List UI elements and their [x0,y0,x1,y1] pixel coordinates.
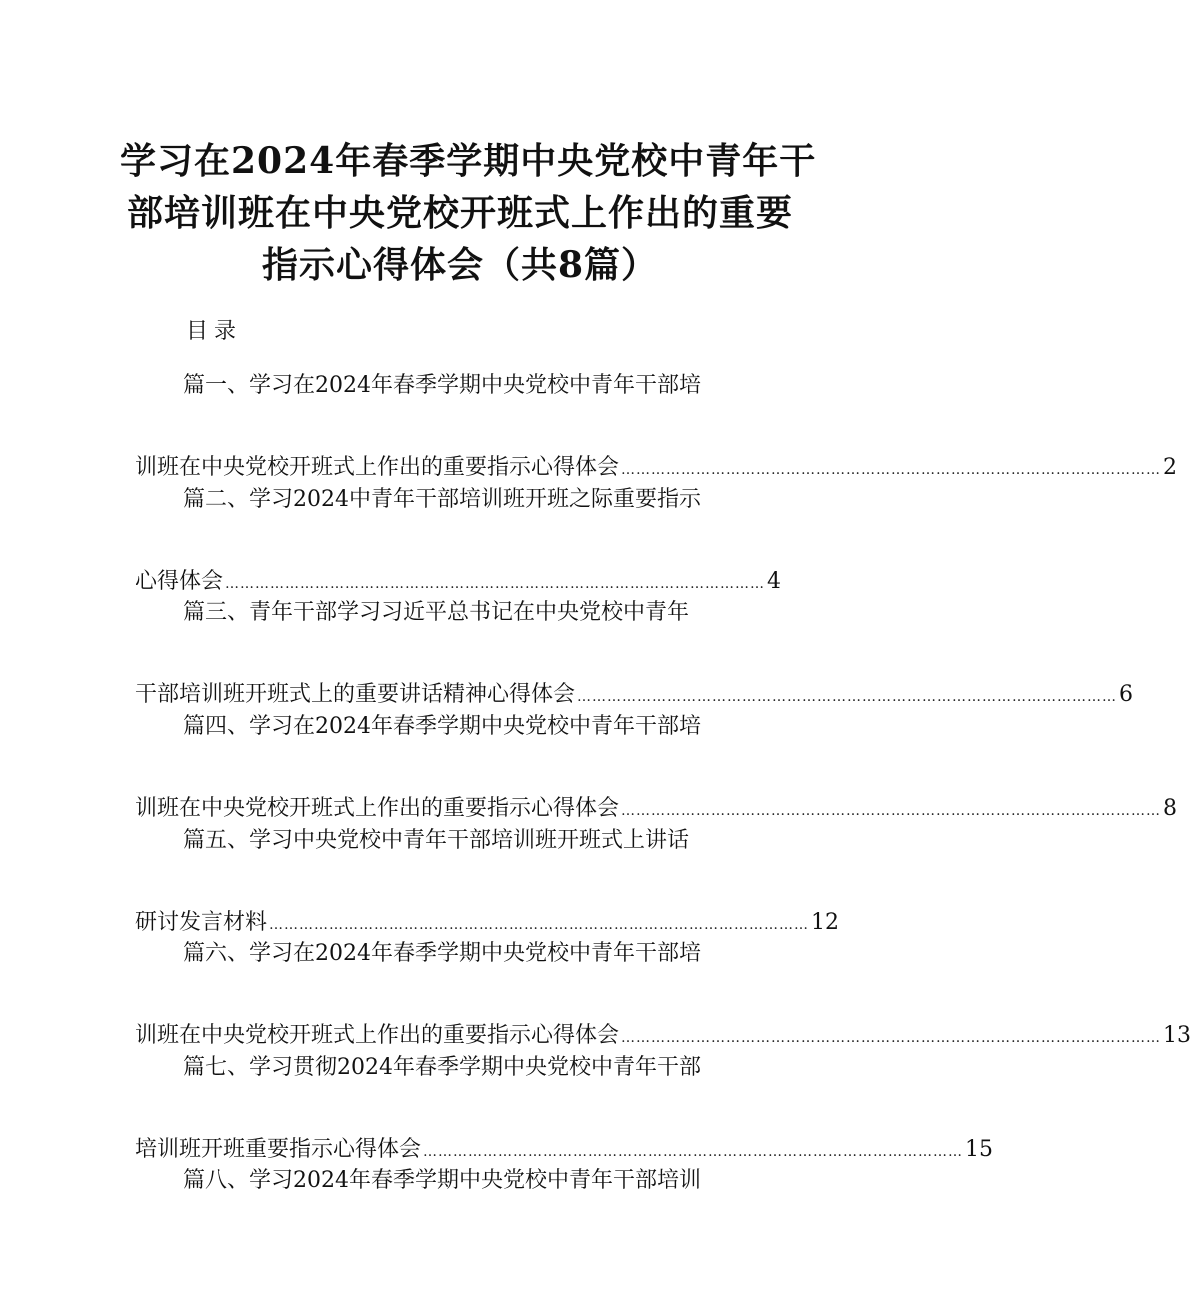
toc-entry-title: 篇三、青年干部学习习近平总书记在中央党校中青年 [183,600,690,625]
toc-entry-6[interactable] [135,938,1191,1052]
toc-leader-dots: ……………………………………………………………………………………………… [423,1144,964,1160]
toc-page-number: 6 [1119,682,1134,707]
toc-leader-dots: ……………………………………………………………………………………………… [621,1030,1162,1046]
toc-entry-title: 篇二、学习2024中青年干部培训班开班之际重要指示 [183,487,701,512]
toc-entry-title: 篇七、学习贯彻2024年春季学期中央党校中青年干部 [183,1055,701,1080]
title-line-1: 学习在2024年春季学期中央党校中青年干 [120,140,817,182]
toc-entry-title-cont: 心得体会 [135,569,224,594]
toc-leader-dots: ……………………………………………………………………………………………… [621,462,1162,478]
toc-leader-dots: ……………………………………………………………………………………………… [225,576,766,592]
toc-entry-1[interactable] [135,370,1178,484]
toc-page-number: 4 [767,569,782,594]
toc-entry-3[interactable] [135,597,1134,711]
toc-entry-title: 篇一、学习在2024年春季学期中央党校中青年干部培 [183,373,701,398]
toc-entry-2[interactable] [135,484,782,598]
toc-entry-title: 篇六、学习在2024年春季学期中央党校中青年干部培 [183,941,701,966]
document-title [120,135,817,291]
toc-page-number: 8 [1163,796,1178,821]
toc-entry-title-cont: 训班在中央党校开班式上作出的重要指示心得体会 [135,1023,620,1048]
toc-entry-title: 篇四、学习在2024年春季学期中央党校中青年干部培 [183,714,701,739]
toc-leader-dots: ……………………………………………………………………………………………… [621,803,1162,819]
toc-page-number: 15 [965,1137,994,1162]
toc-leader-dots: ……………………………………………………………………………………………… [577,689,1118,705]
toc-leader-dots: ……………………………………………………………………………………………… [269,917,810,933]
title-line-3: 指示心得体会（共8篇） [261,244,659,286]
toc-entry-title: 篇八、学习2024年春季学期中央党校中青年干部培训 [183,1168,701,1193]
toc-entry-title-cont: 训班在中央党校开班式上作出的重要指示心得体会 [135,455,620,480]
toc-entry-4[interactable] [135,711,1178,825]
toc-entry-title-cont: 训班在中央党校开班式上作出的重要指示心得体会 [135,796,620,821]
toc-heading: 目录 [186,319,243,344]
toc-page-number: 2 [1163,455,1178,480]
title-line-2: 部培训班在中央党校开班式上作出的重要 [126,192,793,234]
toc-entry-7[interactable] [135,1052,994,1166]
toc-entry-title-cont: 培训班开班重要指示心得体会 [135,1137,422,1162]
toc-entry-title-cont: 干部培训班开班式上的重要讲话精神心得体会 [135,682,576,707]
toc-page-number: 13 [1163,1023,1191,1048]
toc-entry-title: 篇五、学习中央党校中青年干部培训班开班式上讲话 [183,828,690,853]
toc-entry-title-cont: 研讨发言材料 [135,910,268,935]
toc-page-number: 12 [811,910,840,935]
toc-entry-8[interactable] [135,1165,775,1197]
toc-entry-5[interactable] [135,825,840,939]
